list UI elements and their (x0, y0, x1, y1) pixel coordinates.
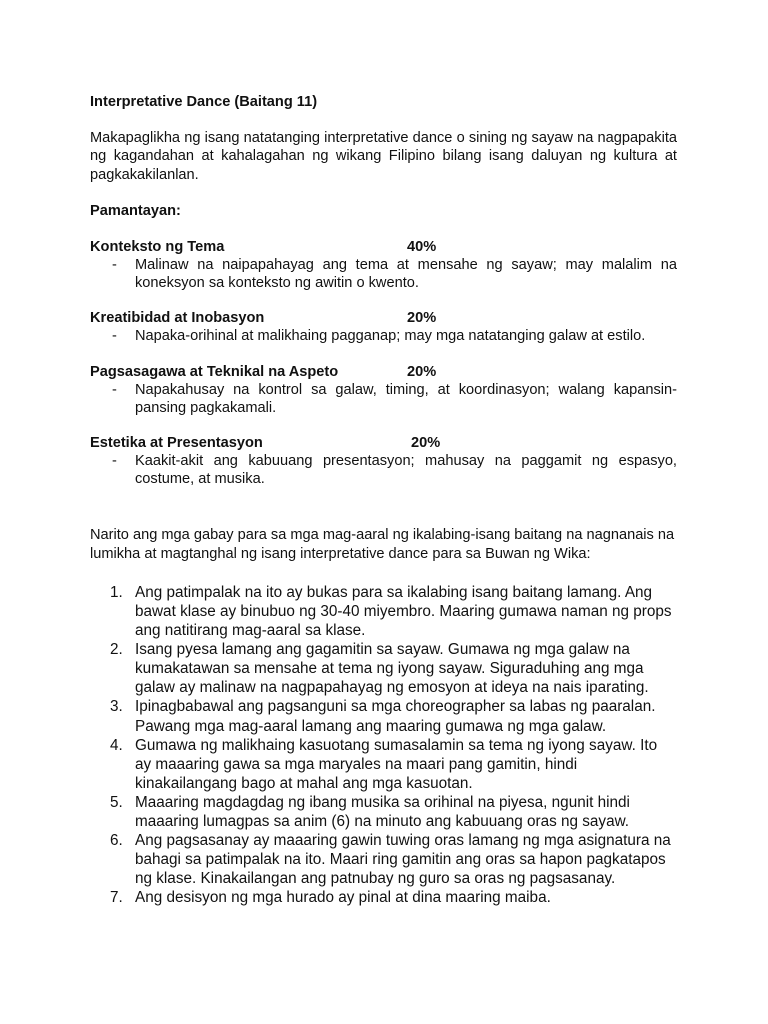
criterion-header (90, 363, 677, 381)
criterion-item (90, 238, 677, 292)
criterion-description-text: Malinaw na naipapahayag ang tema at mensahe ng sayaw; may malalim na koneksyon sa konteksto ng awitin o kwento. (135, 257, 677, 292)
criterion-description (90, 256, 677, 292)
list-item (90, 736, 677, 793)
list-number: 6. (110, 832, 123, 850)
list-item (90, 793, 677, 831)
intro-paragraph: Makapaglikha ng isang natatanging interpretative dance o sining ng sayaw na nagpapakita ng kagandahan at kahalagahan ng wikang Filipino bilang isang daluyan ng kultura at pagkakakilanlan. (90, 130, 677, 183)
list-item-text: Ipinagbabawal ang pagsanguni sa mga choreographer sa labas ng paaralan. Pawang mga mag-aaral lamang ang maaring gumawa ng mga galaw. (135, 698, 656, 735)
list-item-text: Ang desisyon ng mga hurado ay pinal at dina maaring maiba. (135, 889, 551, 907)
criterion-weight: 20% (407, 363, 437, 380)
criteria-heading: Pamantayan: (90, 202, 181, 219)
criterion-name: Kreatibidad at Inobasyon (90, 310, 265, 327)
list-number: 2. (110, 641, 123, 659)
guidelines-list (90, 583, 677, 908)
criterion-header (90, 238, 677, 256)
criterion-description-text: Napakahusay na kontrol sa galaw, timing, at koordinasyon; walang kapansin-pansing pagkakamali. (135, 381, 677, 416)
criterion-description (90, 381, 677, 417)
bullet-dash: - (112, 381, 117, 398)
criterion-weight: 20% (411, 435, 441, 452)
list-number: 4. (110, 736, 123, 754)
list-item (90, 831, 677, 888)
criterion-name: Pagsasagawa at Teknikal na Aspeto (90, 363, 339, 380)
list-number: 3. (110, 698, 123, 716)
criterion-weight: 40% (407, 239, 437, 256)
list-item-text: Ang patimpalak na ito ay bukas para sa ikalabing isang baitang lamang. Ang bawat klase ay binubuo ng 30-40 miyembro. Maaring gumawa naman ng props ang natitirang mag-aaral sa klase. (135, 583, 672, 640)
list-item (90, 640, 677, 697)
list-item-text: Maaaring magdagdag ng ibang musika sa orihinal na piyesa, ngunit hindi maaaring lumagpas sa anim (6) na minuto ang kabuuang oras ng sayaw. (135, 793, 630, 830)
criterion-item (90, 363, 677, 417)
document-title: Interpretative Dance (Baitang 11) (90, 94, 318, 110)
list-number: 7. (110, 889, 123, 907)
criterion-name: Estetika at Presentasyon (90, 435, 263, 452)
list-item-text: Isang pyesa lamang ang gagamitin sa sayaw. Gumawa ng mga galaw na kumakatawan sa mensahe at tema ng iyong sayaw. Siguraduhing ang mga galaw ay malinaw na nagpapahayag ng emosyon at ideya na nais iparating. (135, 641, 649, 697)
list-item-text: Gumawa ng malikhaing kasuotang sumasalamin sa tema ng iyong sayaw. Ito ay maaaring gawa sa mga maryales na maari pang gamitin, hindi kinakailangang bago at mahal ang mga kasuotan. (135, 736, 658, 792)
list-item (90, 888, 677, 907)
list-item-text: Ang pagsasanay ay maaaring gawin tuwing oras lamang ng mga asignatura na bahagi sa patimpalak na ito. Maari ring gamitin ang oras sa hapon pagkatapos ng klase. Kinakailangan ang patnubay ng guro sa oras ng pagsasanay. (135, 832, 671, 888)
list-number: 1. (110, 583, 123, 601)
criterion-weight: 20% (407, 310, 437, 327)
criterion-header (90, 309, 677, 327)
list-item (90, 583, 677, 640)
criterion-name: Konteksto ng Tema (90, 239, 225, 256)
bullet-dash: - (112, 257, 117, 274)
criterion-item (90, 434, 677, 488)
list-item (90, 697, 677, 735)
bullet-dash: - (112, 453, 117, 470)
document-page (90, 93, 677, 907)
criterion-description-text: Kaakit-akit ang kabuuang presentasyon; mahusay na paggamit ng espasyo, costume, at musika. (135, 453, 677, 488)
list-number: 5. (110, 793, 123, 811)
criterion-item (90, 309, 677, 345)
bullet-dash: - (112, 328, 117, 345)
guidelines-intro: Narito ang mga gabay para sa mga mag-aaral ng ikalabing-isang baitang na nagnanais na lumikha at magtanghal ng isang interpretative dance para sa Buwan ng Wika: (90, 527, 675, 562)
criterion-description-text: Napaka-orihinal at malikhaing pagganap; may mga natatanging galaw at estilo. (135, 328, 646, 345)
criterion-description (90, 327, 677, 345)
criterion-description (90, 452, 677, 488)
criterion-header (90, 434, 677, 452)
